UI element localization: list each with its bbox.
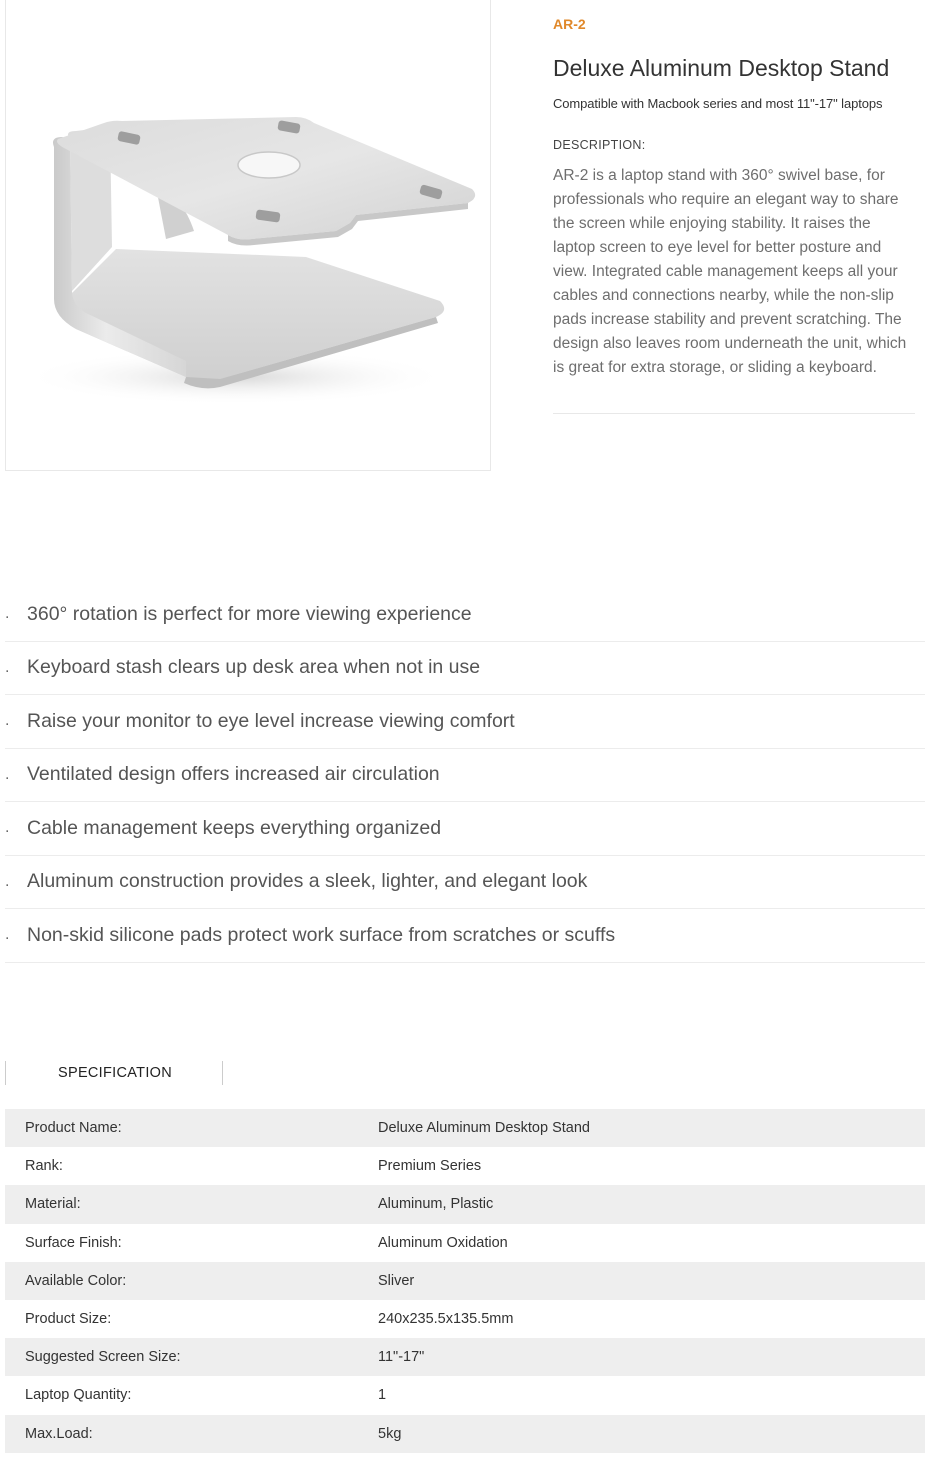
table-row [5,1376,925,1414]
bullet: . [5,926,10,944]
spec-key: Product Name: [25,1120,122,1137]
bullet: . [5,605,10,623]
model-code: AR-2 [553,16,586,32]
spec-key: Material: [25,1196,81,1213]
spec-value: Sliver [378,1272,415,1289]
feature-item [5,802,925,856]
spec-value: Aluminum, Plastic [378,1196,494,1213]
bullet: . [5,712,10,730]
feature-list [5,588,925,963]
feature-text: Cable management keeps everything organized [27,816,442,839]
bullet: . [5,819,10,837]
spec-key: Available Color: [25,1272,127,1289]
spec-key: Max.Load: [25,1425,93,1442]
feature-text: Non-skid silicone pads protect work surface from scratches or scuffs [27,923,616,946]
feature-item [5,695,925,749]
table-row [5,1262,925,1300]
feature-item [5,749,925,803]
spec-key: Suggested Screen Size: [25,1349,181,1366]
feature-item [5,642,925,696]
feature-text: Ventilated design offers increased air circulation [27,763,440,786]
table-row [5,1224,925,1262]
spec-value: 240x235.5x135.5mm [378,1311,514,1328]
spec-key: Surface Finish: [25,1234,122,1251]
product-title: Deluxe Aluminum Desktop Stand [553,55,890,81]
table-row [5,1300,925,1338]
tab-specification-label: SPECIFICATION [58,1065,173,1081]
feature-text: 360° rotation is perfect for more viewing experience [27,602,472,625]
spec-value: 1 [378,1387,387,1404]
spec-value: 5kg [378,1425,402,1442]
spec-key: Laptop Quantity: [25,1387,132,1404]
spec-value: Deluxe Aluminum Desktop Stand [378,1120,590,1137]
table-row [5,1185,925,1223]
product-subtitle: Compatible with Macbook series and most 11"-17" laptops [553,96,883,111]
spec-key: Rank: [25,1158,63,1175]
bullet: . [5,658,10,676]
specification-table [5,1109,925,1453]
table-row [5,1415,925,1453]
bullet: . [5,765,10,783]
spec-key: Product Size: [25,1311,112,1328]
table-row [5,1338,925,1376]
feature-item [5,588,925,642]
feature-text: Aluminum construction provides a sleek, lighter, and elegant look [27,870,588,893]
divider [553,413,915,414]
feature-text: Keyboard stash clears up desk area when not in use [27,656,481,679]
description-text: AR-2 is a laptop stand with 360° swivel base, for professionals who require an elegant way to share the screen while enjoying stability. It raises the laptop screen to eye level for better posture and view. Integrated cable management keeps all your cables and connections nearby, while the non-slip pads increase stability and prevent scratching. The design also leaves room underneath the unit, which is great for extra storage, or sliding a keyboard. [553,167,907,376]
feature-item [5,909,925,963]
table-row [5,1147,925,1185]
laptop-stand-illustration [6,0,492,472]
table-row [5,1109,925,1147]
spec-value: Aluminum Oxidation [378,1234,508,1251]
bullet: . [5,872,10,890]
spec-value: 11"-17" [378,1349,425,1366]
feature-text: Raise your monitor to eye level increase viewing comfort [27,709,515,732]
tab-specification[interactable] [5,1061,223,1085]
feature-item [5,856,925,910]
product-image [5,0,491,471]
spec-value: Premium Series [378,1158,482,1175]
description-label: DESCRIPTION: [553,138,646,152]
